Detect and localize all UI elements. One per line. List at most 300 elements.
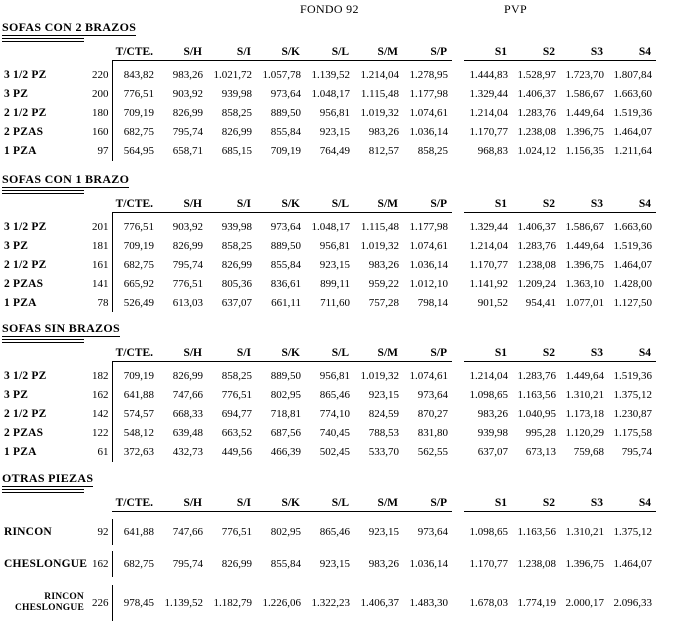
column-header-row — [2, 494, 656, 512]
price-cell: 983,26 — [354, 255, 403, 274]
column-header-s2: S2 — [512, 195, 560, 213]
row-size-value: 220 — [88, 66, 112, 85]
table-row — [2, 142, 656, 161]
column-header-tcte: T/CTE. — [112, 195, 158, 213]
price-cell: 1.214,04 — [354, 66, 403, 85]
price-cell: 2.096,33 — [608, 585, 656, 621]
price-cell: 709,19 — [112, 236, 158, 255]
price-cell: 1.139,52 — [158, 585, 207, 621]
column-header-s4: S4 — [608, 195, 656, 213]
column-header-sk: S/K — [256, 344, 305, 362]
price-cell: 855,84 — [256, 255, 305, 274]
row-size-value: 182 — [88, 367, 112, 386]
spacer-row — [2, 577, 656, 585]
group-gap — [452, 217, 464, 236]
price-cell: 1.115,48 — [354, 217, 403, 236]
price-cell: 776,51 — [112, 85, 158, 104]
price-cell: 1.310,21 — [560, 519, 608, 545]
price-cell: 709,19 — [256, 142, 305, 161]
row-label: 3 PZ — [2, 236, 88, 255]
price-cell: 1.406,37 — [354, 585, 403, 621]
price-cell: 682,75 — [112, 551, 158, 577]
price-cell: 718,81 — [256, 405, 305, 424]
group-gap — [452, 424, 464, 443]
price-cell: 1.019,32 — [354, 236, 403, 255]
price-cell: 1.774,19 — [512, 585, 560, 621]
row-label: 3 1/2 PZ — [2, 217, 88, 236]
price-cell: 747,66 — [158, 519, 207, 545]
column-header-sh: S/H — [158, 494, 207, 512]
price-cell: 1.375,12 — [608, 519, 656, 545]
row-label: 3 PZ — [2, 85, 88, 104]
price-cell: 1.036,14 — [403, 551, 452, 577]
price-cell: 661,11 — [256, 293, 305, 312]
row-label: 2 PZAS — [2, 123, 88, 142]
price-cell: 1.211,64 — [608, 142, 656, 161]
table-row — [2, 85, 656, 104]
section-title: OTRAS PIEZAS — [2, 472, 93, 487]
price-cell: 502,45 — [305, 443, 354, 462]
price-cell: 956,81 — [305, 236, 354, 255]
price-cell: 1.156,35 — [560, 142, 608, 161]
group-gap — [452, 367, 464, 386]
price-cell: 798,14 — [403, 293, 452, 312]
price-cell: 1.074,61 — [403, 104, 452, 123]
price-cell: 694,77 — [207, 405, 256, 424]
price-cell: 709,19 — [112, 104, 158, 123]
double-rule — [2, 489, 84, 493]
price-cell: 836,61 — [256, 274, 305, 293]
price-cell: 1.310,21 — [560, 386, 608, 405]
row-size-value: 78 — [88, 293, 112, 312]
price-cell: 973,64 — [256, 217, 305, 236]
price-cell: 824,59 — [354, 405, 403, 424]
group-gap — [452, 585, 464, 621]
row-size-value: 160 — [88, 123, 112, 142]
price-cell: 954,41 — [512, 293, 560, 312]
column-header-s3: S3 — [560, 344, 608, 362]
table-row — [2, 551, 656, 577]
price-cell: 1.444,83 — [464, 66, 512, 85]
group-gap — [452, 66, 464, 85]
price-cell: 1.127,50 — [608, 293, 656, 312]
row-label: 3 PZ — [2, 386, 88, 405]
price-cell: 1.283,76 — [512, 367, 560, 386]
price-cell: 983,26 — [464, 405, 512, 424]
price-cell: 682,75 — [112, 255, 158, 274]
column-header-row — [2, 43, 656, 61]
row-size-value: 162 — [88, 551, 112, 577]
price-cell: 1.141,92 — [464, 274, 512, 293]
price-cell: 1.230,87 — [608, 405, 656, 424]
group-gap — [452, 443, 464, 462]
row-size-value: 122 — [88, 424, 112, 443]
column-header-s2: S2 — [512, 494, 560, 512]
price-cell: 1.214,04 — [464, 104, 512, 123]
price-cell: 1.464,07 — [608, 255, 656, 274]
price-cell: 795,74 — [158, 255, 207, 274]
price-cell: 899,11 — [305, 274, 354, 293]
column-header-s1: S1 — [464, 494, 512, 512]
price-cell: 1.012,10 — [403, 274, 452, 293]
table-row — [2, 236, 656, 255]
price-cell: 858,25 — [207, 236, 256, 255]
price-cell: 1.428,00 — [608, 274, 656, 293]
price-cell: 564,95 — [112, 142, 158, 161]
price-cell: 1.375,12 — [608, 386, 656, 405]
price-cell: 1.449,64 — [560, 367, 608, 386]
price-cell: 776,51 — [112, 217, 158, 236]
price-cell: 889,50 — [256, 236, 305, 255]
price-cell: 533,70 — [354, 443, 403, 462]
price-cell: 637,07 — [464, 443, 512, 462]
price-cell: 1.170,77 — [464, 123, 512, 142]
price-cell: 1.396,75 — [560, 551, 608, 577]
price-cell: 1.074,61 — [403, 367, 452, 386]
column-header-sh: S/H — [158, 43, 207, 61]
price-cell: 1.120,29 — [560, 424, 608, 443]
price-cell: 959,22 — [354, 274, 403, 293]
row-size-value: 92 — [88, 519, 112, 545]
column-header-sp: S/P — [403, 344, 452, 362]
price-cell: 1.226,06 — [256, 585, 305, 621]
price-cell: 805,36 — [207, 274, 256, 293]
price-cell: 956,81 — [305, 104, 354, 123]
price-cell: 826,99 — [158, 236, 207, 255]
section-title: SOFAS CON 1 BRAZO — [2, 173, 129, 188]
price-cell: 613,03 — [158, 293, 207, 312]
column-header-sl: S/L — [305, 195, 354, 213]
price-cell: 641,88 — [112, 519, 158, 545]
row-label: 2 1/2 PZ — [2, 255, 88, 274]
price-cell: 831,80 — [403, 424, 452, 443]
row-size-value: 141 — [88, 274, 112, 293]
price-cell: 1.586,67 — [560, 217, 608, 236]
price-cell: 1.807,84 — [608, 66, 656, 85]
price-cell: 903,92 — [158, 217, 207, 236]
price-cell: 1.048,17 — [305, 85, 354, 104]
price-cell: 574,57 — [112, 405, 158, 424]
section-sofas-con-1-brazo — [2, 172, 673, 313]
price-cell: 1.024,12 — [512, 142, 560, 161]
column-header-s1: S1 — [464, 344, 512, 362]
row-size-value: 180 — [88, 104, 112, 123]
double-rule — [2, 339, 84, 343]
row-size-value: 181 — [88, 236, 112, 255]
row-label: 1 PZA — [2, 142, 88, 161]
price-cell: 759,68 — [560, 443, 608, 462]
table-row — [2, 104, 656, 123]
column-header-sm: S/M — [354, 344, 403, 362]
row-size-value: 61 — [88, 443, 112, 462]
price-cell: 466,39 — [256, 443, 305, 462]
price-cell: 1.278,95 — [403, 66, 452, 85]
row-size-value: 97 — [88, 142, 112, 161]
price-cell: 812,57 — [354, 142, 403, 161]
group-gap — [452, 236, 464, 255]
table-row — [2, 367, 656, 386]
column-header-s3: S3 — [560, 195, 608, 213]
price-cell: 865,46 — [305, 519, 354, 545]
price-cell: 826,99 — [158, 367, 207, 386]
table-row — [2, 217, 656, 236]
price-cell: 658,71 — [158, 142, 207, 161]
price-cell: 858,25 — [403, 142, 452, 161]
group-gap — [452, 551, 464, 577]
table-row — [2, 443, 656, 462]
price-cell: 1.175,58 — [608, 424, 656, 443]
price-cell: 665,92 — [112, 274, 158, 293]
price-cell: 1.098,65 — [464, 386, 512, 405]
price-cell: 740,45 — [305, 424, 354, 443]
price-cell: 802,95 — [256, 519, 305, 545]
price-cell: 685,15 — [207, 142, 256, 161]
price-cell: 1.163,56 — [512, 519, 560, 545]
table-row — [2, 274, 656, 293]
price-cell: 1.406,37 — [512, 85, 560, 104]
price-cell: 764,49 — [305, 142, 354, 161]
price-cell: 826,99 — [207, 255, 256, 274]
price-cell: 1.528,97 — [512, 66, 560, 85]
column-header-s4: S4 — [608, 494, 656, 512]
price-cell: 1.209,24 — [512, 274, 560, 293]
double-rule — [2, 190, 84, 194]
column-header-tcte: T/CTE. — [112, 43, 158, 61]
price-cell: 843,82 — [112, 66, 158, 85]
row-size-value: 200 — [88, 85, 112, 104]
table-row — [2, 123, 656, 142]
price-cell: 1.057,78 — [256, 66, 305, 85]
price-cell: 668,33 — [158, 405, 207, 424]
price-table — [2, 195, 656, 313]
table-row — [2, 405, 656, 424]
column-header-tcte: T/CTE. — [112, 344, 158, 362]
column-header-si: S/I — [207, 344, 256, 362]
row-label: 1 PZA — [2, 293, 88, 312]
double-rule — [2, 38, 84, 42]
price-cell: 639,48 — [158, 424, 207, 443]
price-cell: 889,50 — [256, 367, 305, 386]
table-row — [2, 386, 656, 405]
column-header-s1: S1 — [464, 195, 512, 213]
price-cell: 956,81 — [305, 367, 354, 386]
price-cell: 1.396,75 — [560, 123, 608, 142]
price-cell: 1.586,67 — [560, 85, 608, 104]
price-cell: 889,50 — [256, 104, 305, 123]
price-cell: 870,27 — [403, 405, 452, 424]
group-gap — [452, 293, 464, 312]
price-cell: 1.663,60 — [608, 217, 656, 236]
column-header-tcte: T/CTE. — [112, 494, 158, 512]
price-cell: 1.036,14 — [403, 123, 452, 142]
section-sofas-con-2-brazos — [2, 20, 673, 161]
price-cell: 776,51 — [207, 519, 256, 545]
column-header-s2: S2 — [512, 344, 560, 362]
column-header-s1: S1 — [464, 43, 512, 61]
price-cell: 774,10 — [305, 405, 354, 424]
column-header-si: S/I — [207, 195, 256, 213]
column-header-si: S/I — [207, 494, 256, 512]
table-row — [2, 66, 656, 85]
column-header-sl: S/L — [305, 344, 354, 362]
group-gap — [452, 255, 464, 274]
price-cell: 1.519,36 — [608, 104, 656, 123]
column-header-sh: S/H — [158, 195, 207, 213]
price-cell: 1.329,44 — [464, 217, 512, 236]
price-cell: 1.283,76 — [512, 104, 560, 123]
price-cell: 1.170,77 — [464, 551, 512, 577]
row-label: 2 PZAS — [2, 424, 88, 443]
price-cell: 1.177,98 — [403, 85, 452, 104]
price-cell: 1.182,79 — [207, 585, 256, 621]
row-label: 2 1/2 PZ — [2, 405, 88, 424]
price-cell: 795,74 — [158, 551, 207, 577]
price-cell: 983,26 — [354, 123, 403, 142]
group-gap — [452, 386, 464, 405]
price-cell: 1.723,70 — [560, 66, 608, 85]
price-cell: 1.663,60 — [608, 85, 656, 104]
price-cell: 2.000,17 — [560, 585, 608, 621]
price-cell: 1.019,32 — [354, 104, 403, 123]
price-cell: 1.322,23 — [305, 585, 354, 621]
price-cell: 1.074,61 — [403, 236, 452, 255]
column-header-s4: S4 — [608, 43, 656, 61]
price-cell: 1.214,04 — [464, 367, 512, 386]
price-cell: 983,26 — [158, 66, 207, 85]
column-header-sp: S/P — [403, 195, 452, 213]
row-label: RINCON CHESLONGUE — [2, 585, 88, 621]
column-header-s4: S4 — [608, 344, 656, 362]
column-header-sk: S/K — [256, 195, 305, 213]
price-cell: 449,56 — [207, 443, 256, 462]
price-cell: 1.238,08 — [512, 123, 560, 142]
section-otras-piezas — [2, 471, 673, 621]
price-cell: 709,19 — [112, 367, 158, 386]
price-cell: 1.283,76 — [512, 236, 560, 255]
price-cell: 1.678,03 — [464, 585, 512, 621]
price-cell: 795,74 — [608, 443, 656, 462]
row-size-value: 142 — [88, 405, 112, 424]
spacer-row — [2, 511, 656, 519]
row-size-value: 226 — [88, 585, 112, 621]
group-gap — [452, 104, 464, 123]
price-cell: 923,15 — [354, 386, 403, 405]
group-gap — [452, 142, 464, 161]
row-size-value: 201 — [88, 217, 112, 236]
price-cell: 1.519,36 — [608, 367, 656, 386]
price-cell: 1.238,08 — [512, 551, 560, 577]
table-row — [2, 424, 656, 443]
group-headers — [0, 0, 673, 17]
price-cell: 826,99 — [158, 104, 207, 123]
table-row — [2, 519, 656, 545]
row-size-value: 162 — [88, 386, 112, 405]
fondo-group-header: FONDO 92 — [300, 2, 359, 17]
row-label: 2 1/2 PZ — [2, 104, 88, 123]
column-header-s2: S2 — [512, 43, 560, 61]
price-cell: 1.214,04 — [464, 236, 512, 255]
price-cell: 802,95 — [256, 386, 305, 405]
row-label: 2 PZAS — [2, 274, 88, 293]
row-label: 3 1/2 PZ — [2, 367, 88, 386]
price-cell: 372,63 — [112, 443, 158, 462]
column-header-sm: S/M — [354, 195, 403, 213]
price-cell: 1.406,37 — [512, 217, 560, 236]
price-cell: 855,84 — [256, 551, 305, 577]
column-header-s3: S3 — [560, 494, 608, 512]
price-cell: 939,98 — [464, 424, 512, 443]
price-cell: 757,28 — [354, 293, 403, 312]
price-cell: 711,60 — [305, 293, 354, 312]
price-cell: 776,51 — [207, 386, 256, 405]
pvp-group-header: PVP — [504, 2, 527, 17]
row-label: 1 PZA — [2, 443, 88, 462]
column-header-sp: S/P — [403, 494, 452, 512]
price-cell: 526,49 — [112, 293, 158, 312]
price-cell: 1.519,36 — [608, 236, 656, 255]
price-cell: 1.019,32 — [354, 367, 403, 386]
row-size-value: 161 — [88, 255, 112, 274]
price-table — [2, 494, 656, 621]
price-cell: 562,55 — [403, 443, 452, 462]
price-cell: 923,15 — [305, 123, 354, 142]
price-cell: 1.238,08 — [512, 255, 560, 274]
column-header-row — [2, 344, 656, 362]
price-cell: 1.036,14 — [403, 255, 452, 274]
price-cell: 983,26 — [354, 551, 403, 577]
column-header-row — [2, 195, 656, 213]
price-cell: 776,51 — [158, 274, 207, 293]
price-cell: 747,66 — [158, 386, 207, 405]
price-cell: 923,15 — [354, 519, 403, 545]
price-cell: 548,12 — [112, 424, 158, 443]
group-gap — [452, 85, 464, 104]
section-title: SOFAS SIN BRAZOS — [2, 322, 120, 337]
column-header-sl: S/L — [305, 494, 354, 512]
price-cell: 1.464,07 — [608, 551, 656, 577]
price-cell: 788,53 — [354, 424, 403, 443]
price-cell: 1.464,07 — [608, 123, 656, 142]
group-gap — [452, 123, 464, 142]
price-cell: 973,64 — [403, 386, 452, 405]
price-cell: 1.177,98 — [403, 217, 452, 236]
price-cell: 968,83 — [464, 142, 512, 161]
table-row — [2, 255, 656, 274]
table-row — [2, 293, 656, 312]
price-cell: 1.449,64 — [560, 104, 608, 123]
price-table — [2, 344, 656, 462]
price-cell: 1.483,30 — [403, 585, 452, 621]
price-cell: 939,98 — [207, 217, 256, 236]
price-cell: 1.077,01 — [560, 293, 608, 312]
price-cell: 1.139,52 — [305, 66, 354, 85]
price-cell: 865,46 — [305, 386, 354, 405]
group-gap — [452, 405, 464, 424]
price-cell: 858,25 — [207, 367, 256, 386]
price-cell: 855,84 — [256, 123, 305, 142]
price-cell: 995,28 — [512, 424, 560, 443]
price-cell: 1.396,75 — [560, 255, 608, 274]
price-cell: 1.021,72 — [207, 66, 256, 85]
section-sofas-sin-brazos — [2, 321, 673, 462]
price-cell: 673,13 — [512, 443, 560, 462]
price-cell: 939,98 — [207, 85, 256, 104]
column-header-sk: S/K — [256, 494, 305, 512]
column-header-sm: S/M — [354, 494, 403, 512]
price-cell: 858,25 — [207, 104, 256, 123]
price-cell: 1.329,44 — [464, 85, 512, 104]
column-header-sh: S/H — [158, 344, 207, 362]
